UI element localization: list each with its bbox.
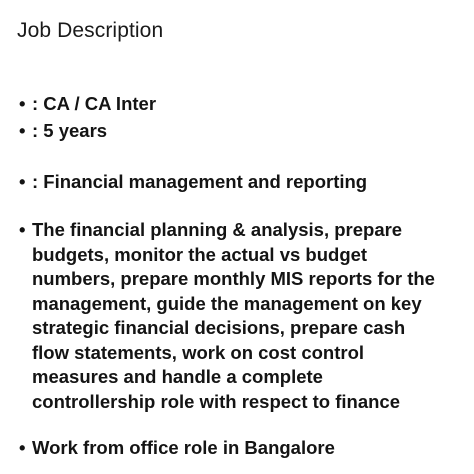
responsibilities-line: controllership role with respect to finance: [32, 390, 401, 412]
responsibilities-line: The financial planning & analysis, prepare: [32, 219, 403, 240]
responsibilities-line: management, guide the management on key: [32, 292, 422, 314]
responsibilities-line: budgets, monitor the actual vs budget: [32, 243, 368, 265]
location-text: Work from office role in Bangalore: [32, 437, 335, 458]
bullet-icon: •: [19, 93, 26, 114]
qualification-text: : CA / CA Inter: [32, 93, 157, 114]
responsibilities-line: flow statements, work on cost control: [32, 341, 365, 363]
responsibilities-item: [19, 218, 465, 414]
skills-item: [19, 170, 465, 195]
responsibilities-line: measures and handle a complete: [32, 366, 323, 387]
experience-text: : 5 years: [32, 120, 108, 141]
bullet-icon: •: [19, 171, 26, 192]
location-item: [19, 436, 465, 461]
responsibilities-line: strategic financial decisions, prepare cash: [32, 317, 406, 338]
responsibilities-text: [32, 218, 465, 414]
qualification-item: [19, 92, 465, 117]
experience-item: [19, 119, 465, 144]
skills-text: : Financial management and reporting: [32, 171, 368, 192]
bullet-icon: •: [19, 437, 26, 458]
page-title: Job Description: [17, 19, 164, 42]
bullet-icon: •: [19, 120, 26, 141]
bullet-icon: •: [19, 219, 26, 240]
responsibilities-line: numbers, prepare monthly MIS reports for the: [32, 268, 435, 289]
